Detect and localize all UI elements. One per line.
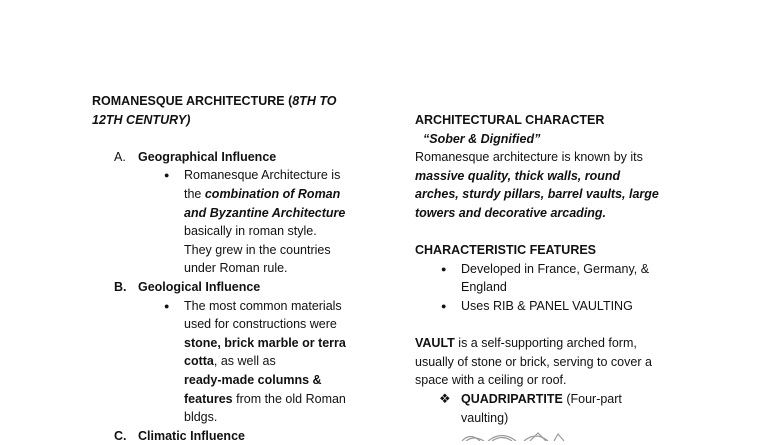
heading-characteristic-features: CHARACTERISTIC FEATURES — [415, 243, 597, 258]
section-heading-climatic: C. Climatic Influence — [114, 428, 245, 443]
list-item-quadripartite: ❖ QUADRIPARTITE (Four-part vaulting) — [439, 390, 622, 425]
diamond-bullet-icon: ❖ — [439, 390, 451, 406]
document-title: ROMANESQUE ARCHITECTURE (8TH TO — [92, 94, 337, 108]
vault-sketch-image — [458, 430, 568, 441]
right-column: ARCHITECTURAL CHARACTER “Sober & Dignified” Romanesque architecture is known by its massive quality, thick walls, round arches, sturdy pillars, barrel vaults, large towers and decorative arcading. CHARACTERISTIC FEATURES ● Developed in France, Germany, & England ● Uses RIB & PANEL VAULTING VAULT is a self-supporting arched form, usually of stone or brick, serving to cover a space with a ceiling or roof. ❖ QUADRIPARTITE (Four-part vaulting) — [415, 111, 715, 427]
section-heading-geographical: A. Geographical Influence — [114, 149, 277, 164]
list-item-geographical: ● Romanesque Architecture is the combination of Roman and Byzantine Architecture basically in roman style. They grew in the countries under Roman rule. — [164, 168, 346, 276]
subheading-sober-dignified: “Sober & Dignified” — [423, 131, 541, 146]
bullet-icon: ● — [164, 300, 170, 311]
left-column — [92, 92, 382, 445]
list-item-geological: ● The most common materials used for constructions were stone, brick marble or terra cotta, as well as ready-made columns & features from the old Roman bldgs. — [164, 298, 346, 425]
bullet-icon: ● — [164, 170, 170, 181]
vault-definition: VAULT is a self-supporting arched form, — [415, 336, 637, 351]
list-item-feature: ● Uses RIB & PANEL VAULTING — [415, 297, 715, 316]
heading-architectural-character: ARCHITECTURAL CHARACTER — [415, 113, 605, 127]
list-item-feature: ● Developed in France, Germany, & England — [441, 261, 650, 295]
section-heading-geological: B. Geological Influence — [114, 279, 261, 294]
document-title-cont: 12TH CENTURY) — [92, 112, 191, 127]
bullet-icon: ● — [441, 263, 447, 274]
bullet-icon: ● — [441, 300, 447, 311]
